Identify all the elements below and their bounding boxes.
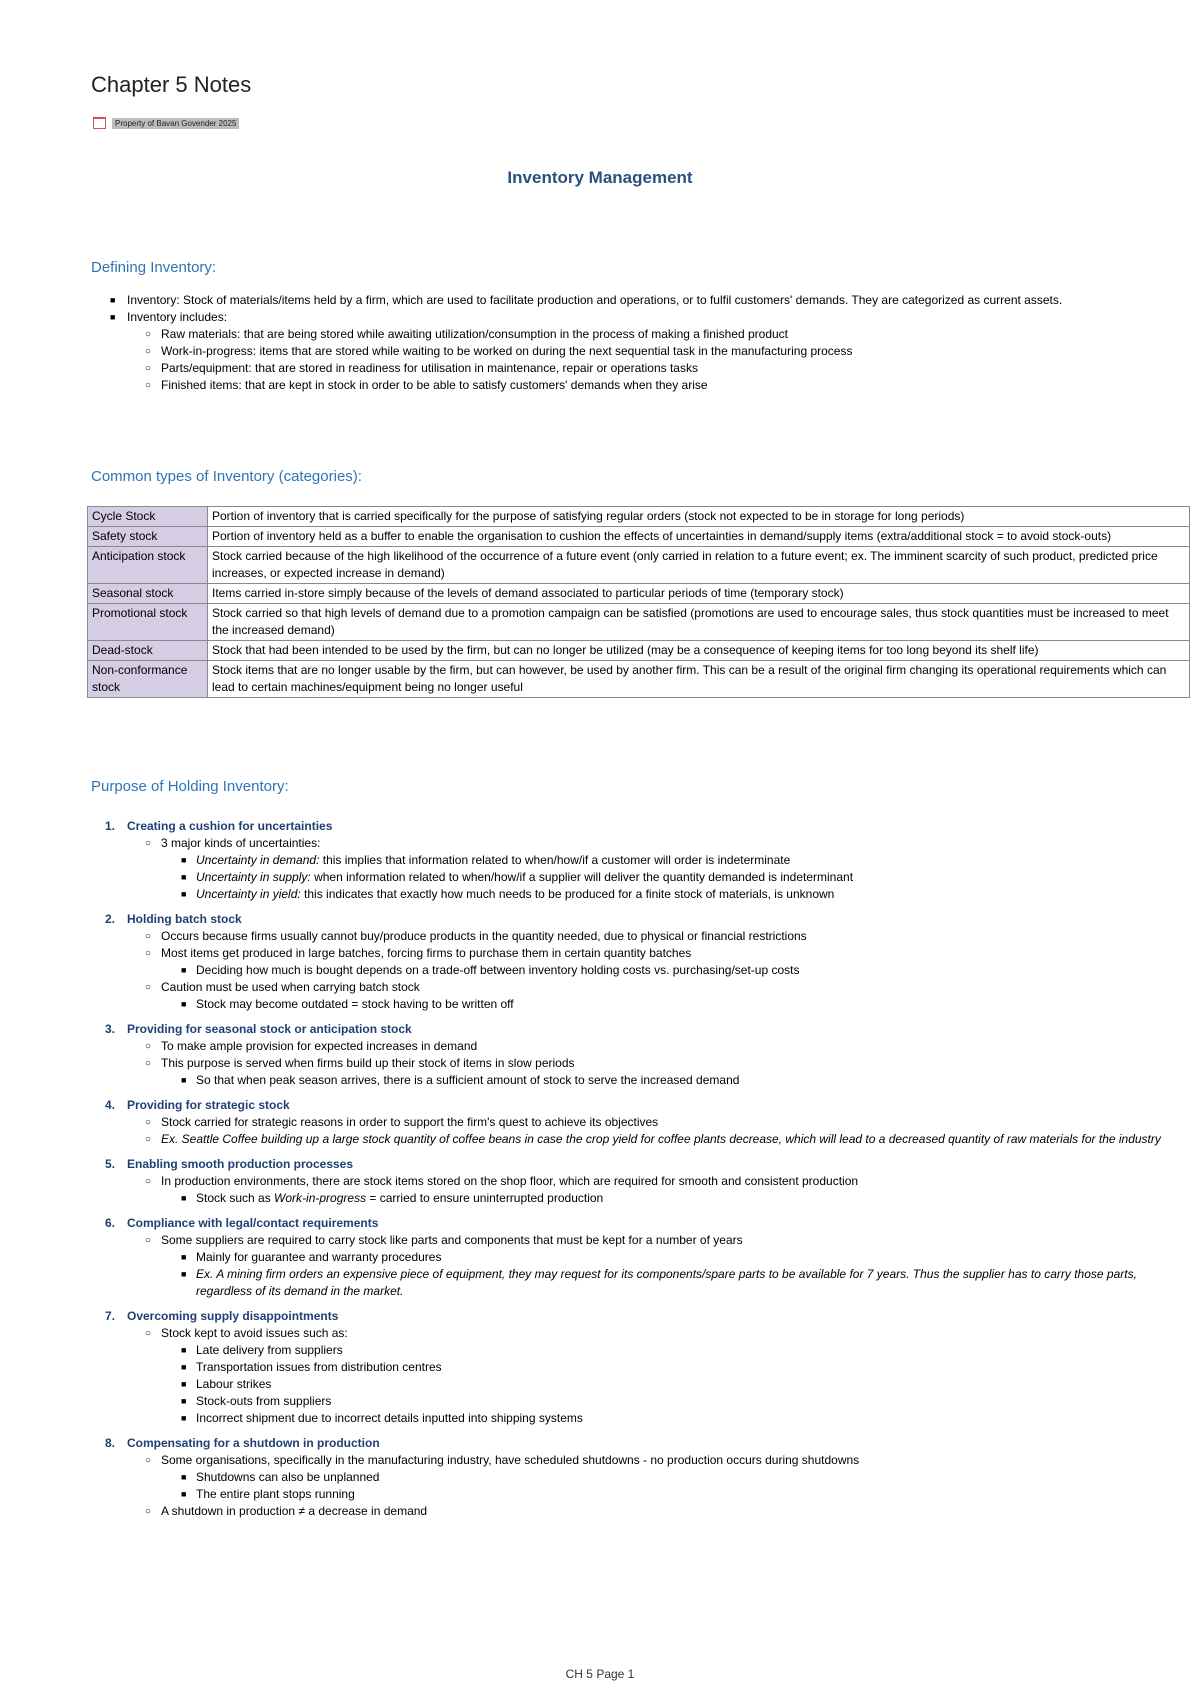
main-heading: Inventory Management <box>507 168 693 187</box>
property-note <box>93 117 239 129</box>
table-row: Dead-stock Stock that had been intended to be used by the firm, but can no longer be utilized (may be a consequence of keeping items for too long beyond its shelf life) <box>88 641 1190 661</box>
purpose-item-8: 8. Compensating for a shutdown in production ○ Some organisations, specifically in the manufacturing industry, have scheduled shutdowns - no production occurs during shutdowns ■ Shutdowns can also be unplanned ■ The entire plant stops running ○ A shutdown in production ≠ a decrease in demand <box>105 1436 860 1518</box>
purpose-list <box>91 818 1191 1528</box>
list-item: ■ Inventory includes: <box>110 310 228 324</box>
list-item: ○ Raw materials: that are being stored while awaiting utilization/consumption in the process of making a finished product <box>145 327 788 341</box>
section-heading-defining: Defining Inventory: <box>91 259 217 276</box>
list-item: ■ Inventory: Stock of materials/items held by a firm, which are used to facilitate production and operations, or to fulfil customers' demands. They are categorized as current assets. <box>110 293 1063 307</box>
list-item: ○ Work-in-progress: items that are stored while waiting to be worked on during the next sequential task in the manufacturing process <box>145 344 853 358</box>
purpose-item-6: 6. Compliance with legal/contact requirements ○ Some suppliers are required to carry stock like parts and components that must be kept for a number of years ■ Mainly for guarantee and warranty procedures ■ Ex. A mining firm orders an expensive piece of equipment, they may request for its components/spare parts to be available for 7 years. Thus the supplier has to carry those parts, regardless of its demand in the market. <box>105 1216 1137 1298</box>
note-icon <box>93 117 106 129</box>
purpose-item-5: 5. Enabling smooth production processes ○ In production environments, there are stock items stored on the shop floor, which are required for smooth and consistent production ■ Stock such as Work-in-progress = carried to ensure uninterrupted production <box>105 1157 859 1205</box>
list-item: ○ Parts/equipment: that are stored in readiness for utilisation in maintenance, repair or operations tasks <box>145 361 698 375</box>
table-row: Anticipation stock Stock carried because of the high likelihood of the occurrence of a future event (only carried in relation to a future event; ex. The imminent scarcity of such product, predicted price increases, or expected increase in demand) <box>88 547 1190 584</box>
table-row: Seasonal stock Items carried in-store simply because of the levels of demand associated to particular periods of time (temporary stock) <box>88 584 1190 604</box>
table-row: Cycle Stock Portion of inventory that is carried specifically for the purpose of satisfying regular orders (stock not expected to be in storage for long periods) <box>88 507 1190 527</box>
purpose-item-3: 3. Providing for seasonal stock or anticipation stock ○ To make ample provision for expected increases in demand ○ This purpose is served when firms build up their stock of items in slow periods ■ So that when peak season arrives, there is a sufficient amount of stock to serve the increased demand <box>105 1022 740 1087</box>
section-heading-types: Common types of Inventory (categories): <box>91 468 362 485</box>
list-item: ○ Finished items: that are kept in stock in order to be able to satisfy customers' demands when they arise <box>145 378 708 392</box>
property-text: Property of Bavan Govender 2025 <box>112 118 239 129</box>
inventory-types-table <box>87 506 1190 698</box>
purpose-item-4: 4. Providing for strategic stock ○ Stock carried for strategic reasons in order to support the firm's quest to achieve its objectives ○ Ex. Seattle Coffee building up a large stock quantity of coffee beans in case the crop yield for coffee plants decrease, which will lead to a decreased quantity of raw materials for the industry <box>105 1098 1161 1146</box>
page-title: Chapter 5 Notes <box>91 72 252 97</box>
defining-list <box>91 292 1191 394</box>
table-row: Promotional stock Stock carried so that high levels of demand due to a promotion campaign can be satisfied (promotions are used to encourage sales, thus stock quantities must be increased to meet the increased demand) <box>88 604 1190 641</box>
table-row: Non-conformance stock Stock items that are no longer usable by the firm, but can however, be used by another firm. This can be a result of the original firm changing its operational requirements which can lead to certain machines/equipment being no longer useful <box>88 661 1190 698</box>
table-row: Safety stock Portion of inventory held as a buffer to enable the organisation to cushion the effects of uncertainties in demand/supply items (extra/additional stock = to avoid stock-outs) <box>88 527 1190 547</box>
purpose-item-7: 7. Overcoming supply disappointments ○ Stock kept to avoid issues such as: ■ Late delivery from suppliers ■ Transportation issues from distribution centres ■ Labour strikes ■ Stock-outs from suppliers ■ Incorrect shipment due to incorrect details inputted into shipping systems <box>105 1309 583 1425</box>
purpose-item-2: 2. Holding batch stock ○ Occurs because firms usually cannot buy/produce products in the quantity needed, due to physical or financial restrictions ○ Most items get produced in large batches, forcing firms to purchase them in certain quantity batches ■ Deciding how much is bought depends on a trade-off between inventory holding costs vs. purchasing/set-up costs ○ Caution must be used when carrying batch stock ■ Stock may become outdated = stock having to be written off <box>105 912 807 1011</box>
section-heading-purpose: Purpose of Holding Inventory: <box>91 778 289 795</box>
page-footer: CH 5 Page 1 <box>565 1667 635 1681</box>
purpose-item-1: 1. Creating a cushion for uncertainties ○ 3 major kinds of uncertainties: ■ Uncertainty in demand: this implies that information related to when/how/if a customer will order is indeterminate ■ Uncertainty in supply: when information related to when/how/if a supplier will deliver the quantity demanded is indeterminant ■ Uncertainty in yield: this indicates that exactly how much needs to be produced for a finite stock of materials, is unknown <box>105 819 854 901</box>
